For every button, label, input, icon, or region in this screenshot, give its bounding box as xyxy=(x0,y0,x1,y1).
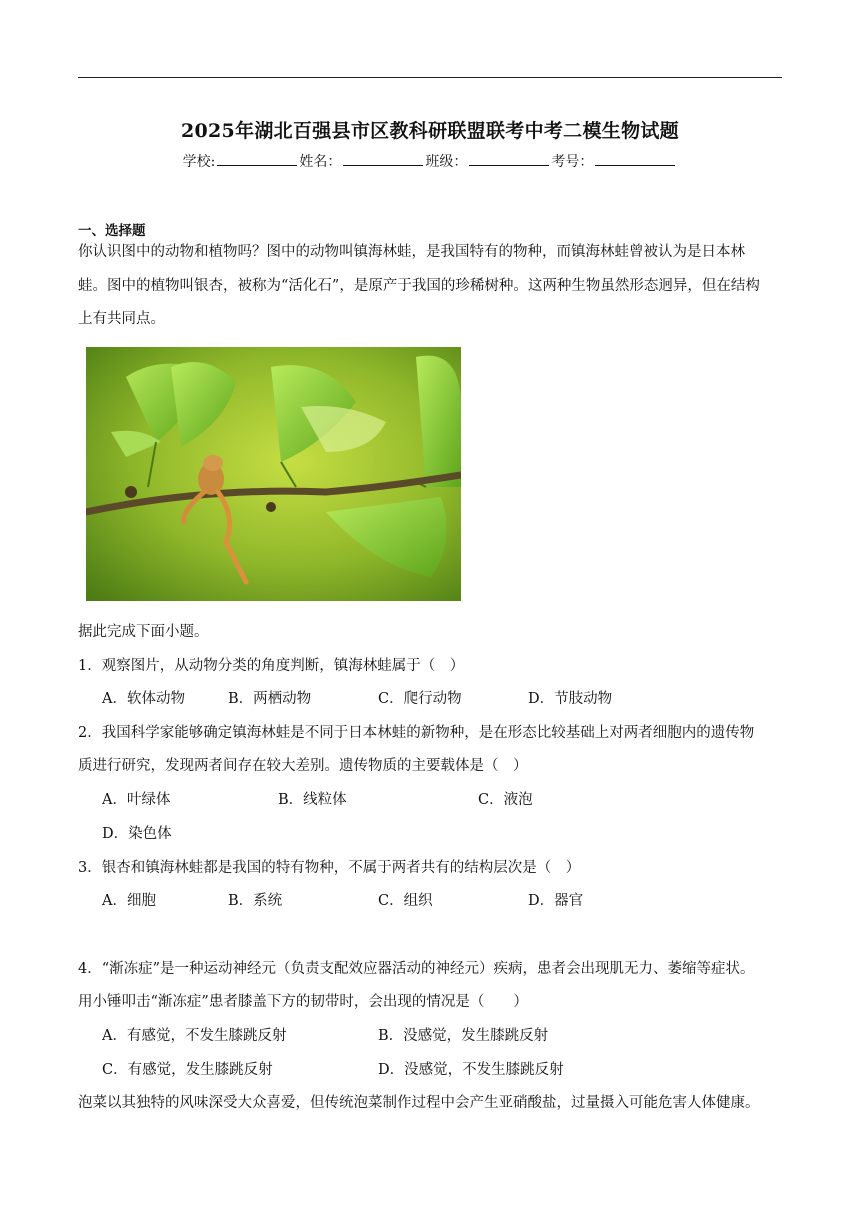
frog-ginkgo-photo xyxy=(86,347,461,601)
question-3-option-c: C．组织 xyxy=(378,893,433,909)
question-2-option-a: A．叶绿体 xyxy=(102,792,171,808)
exam-no-blank xyxy=(595,153,675,166)
student-info-line xyxy=(0,151,860,171)
school-blank xyxy=(217,153,297,166)
name-blank xyxy=(343,153,423,166)
after-image-text: 据此完成下面小题。 xyxy=(78,624,209,640)
question-4-option-a: A．有感觉，不发生膝跳反射 xyxy=(102,1028,287,1044)
question-2-option-b: B．线粒体 xyxy=(278,792,347,808)
intro-line-1: 你认识图中的动物和植物吗？图中的动物叫镇海林蛙，是我国特有的物种，而镇海林蛙曾被认为是日本林 xyxy=(78,244,745,260)
question-3-option-d: D．器官 xyxy=(528,893,584,909)
question-3-option-b: B．系统 xyxy=(228,893,283,909)
question-1-option-c: C．爬行动物 xyxy=(378,691,462,707)
name-label: 姓名： xyxy=(299,154,342,170)
trailing-paragraph: 泡菜以其独特的风味深受大众喜爱，但传统泡菜制作过程中会产生亚硝酸盐，过量摄入可能危害人体健康。 xyxy=(78,1095,760,1111)
exam-title: 2025年湖北百强县市区教科研联盟联考中考二模生物试题 xyxy=(181,120,679,142)
question-2-stem-line-1: 2．我国科学家能够确定镇海林蛙是不同于日本林蛙的新物种，是在形态比较基础上对两者细胞内的遗传物 xyxy=(78,725,755,741)
question-1-option-a: A．软体动物 xyxy=(102,691,185,707)
question-2-option-d: D．染色体 xyxy=(102,826,172,842)
section-heading: 一、选择题 xyxy=(78,223,146,239)
intro-line-3: 上有共同点。 xyxy=(78,311,165,327)
question-3-option-a: A．细胞 xyxy=(102,893,156,909)
school-label: 学校: xyxy=(182,154,216,170)
question-4-option-b: B．没感觉，发生膝跳反射 xyxy=(378,1028,549,1044)
question-4-stem-line-1: 4．“渐冻症”是一种运动神经元（负责支配效应器活动的神经元）疾病，患者会出现肌无力、萎缩等症状。 xyxy=(78,961,755,977)
class-blank xyxy=(469,153,549,166)
intro-line-2: 蛙。图中的植物叫银杏，被称为“活化石”，是原产于我国的珍稀树种。这两种生物虽然形态迥异，但在结构 xyxy=(78,278,760,294)
question-1-option-d: D．节肢动物 xyxy=(528,691,613,707)
header-rule xyxy=(78,77,782,78)
question-3-stem: 3．银杏和镇海林蛙都是我国的特有物种，不属于两者共有的结构层次是（ ） xyxy=(78,860,581,876)
question-2-option-c: C．液泡 xyxy=(478,792,533,808)
question-1-stem: 1．观察图片，从动物分类的角度判断，镇海林蛙属于（ ） xyxy=(78,658,465,674)
question-2-stem-line-2: 质进行研究，发现两者间存在较大差别。遗传物质的主要载体是（ ） xyxy=(78,758,528,774)
question-1-option-b: B．两栖动物 xyxy=(228,691,312,707)
question-4-stem-line-2: 用小锤叩击“渐冻症”患者膝盖下方的韧带时，会出现的情况是（ ） xyxy=(78,994,528,1010)
question-4-option-c: C．有感觉，发生膝跳反射 xyxy=(102,1062,273,1078)
class-label: 班级： xyxy=(425,154,468,170)
question-4-option-d: D．没感觉，不发生膝跳反射 xyxy=(378,1062,564,1078)
exam-no-label: 考号： xyxy=(551,154,594,170)
